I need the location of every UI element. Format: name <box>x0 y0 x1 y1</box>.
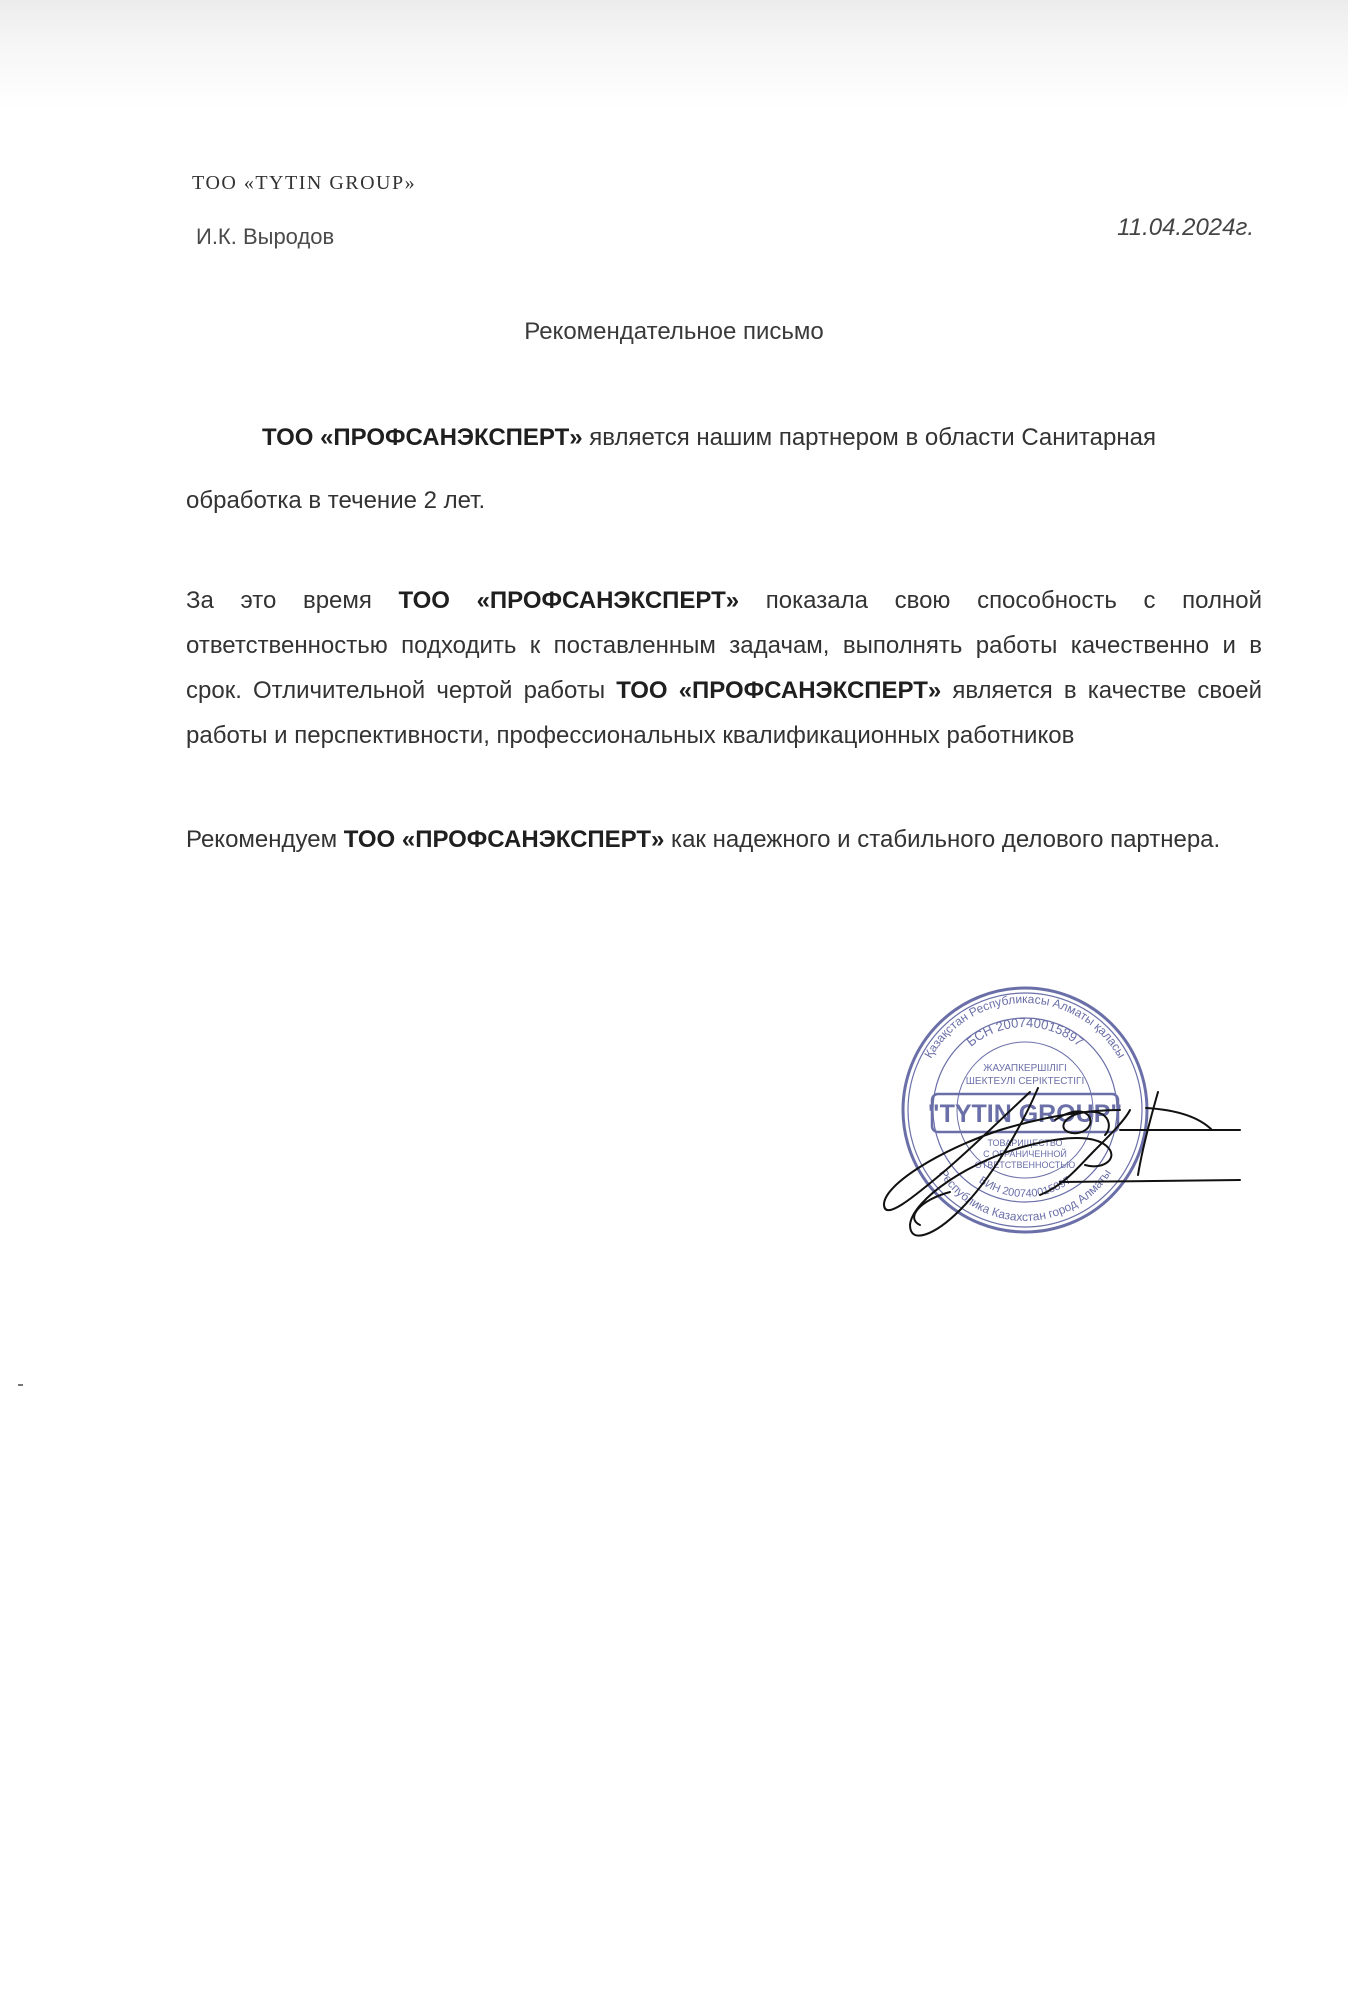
stamp-inner-bottom-3: ОТВЕТСТВЕННОСТЬЮ <box>974 1160 1076 1170</box>
stamp-bin-bottom: БИН 200740015897 <box>976 1174 1074 1201</box>
company-name: ТОО «ПРОФСАНЭКСПЕРТ» <box>262 424 583 451</box>
company-name: ТОО «ПРОФСАНЭКСПЕРТ» <box>616 677 942 704</box>
sender-person: И.К. Выродов <box>196 224 335 249</box>
paragraph-recommendation <box>186 816 1262 864</box>
company-stamp <box>880 960 1280 1260</box>
paragraph-text: За это время <box>186 587 399 614</box>
paragraph-qualities <box>186 578 1262 758</box>
company-name: ТОО «ПРОФСАНЭКСПЕРТ» <box>398 587 740 614</box>
stamp-company-name: "TYTIN GROUP" <box>927 1100 1123 1128</box>
paragraph-partnership <box>186 406 1262 532</box>
stamp-inner-top-1: ЖАУАПКЕРШІЛІГІ <box>983 1063 1067 1074</box>
sender-company: ТОО «TYTIN GROUP» <box>192 172 417 194</box>
paragraph-text: Рекомендуем <box>186 826 344 853</box>
stamp-outer-top: Қазақстан Республикасы Алматы қаласы <box>921 991 1129 1061</box>
paragraph-text: является в качестве своей работы и перспективности, профессиональных квалификационных работников <box>186 677 1262 749</box>
stamp-bin-top: БСН 200740015897 <box>963 1014 1087 1050</box>
paper-speck <box>18 1384 23 1386</box>
stamp-and-signature <box>880 960 1280 1260</box>
paragraph-text: является нашим партнером в области Санитарная обработка в течение 2 лет. <box>186 424 1156 514</box>
letter-date: 11.04.2024г. <box>1117 214 1254 241</box>
paragraph-text: как надежного и стабильного делового партнера. <box>664 826 1221 853</box>
stamp-outer-bottom: Республика Казахстан город Алматы <box>936 1166 1114 1224</box>
paragraph-text: показала свою способность с полной ответственностью подходить к поставленным задачам, выполнять работы качественно и в срок. Отличительной чертой работы <box>186 587 1262 704</box>
stamp-inner-bottom-1: ТОВАРИЩЕСТВО <box>987 1138 1063 1148</box>
stamp-inner-top-2: ШЕКТЕУЛІ СЕРІКТЕСТІГІ <box>965 1076 1085 1087</box>
company-name: ТОО «ПРОФСАНЭКСПЕРТ» <box>343 826 665 853</box>
letter-title: Рекомендательное письмо <box>524 318 824 345</box>
stamp-inner-bottom-2: С ОГРАНИЧЕННОЙ <box>983 1149 1067 1159</box>
